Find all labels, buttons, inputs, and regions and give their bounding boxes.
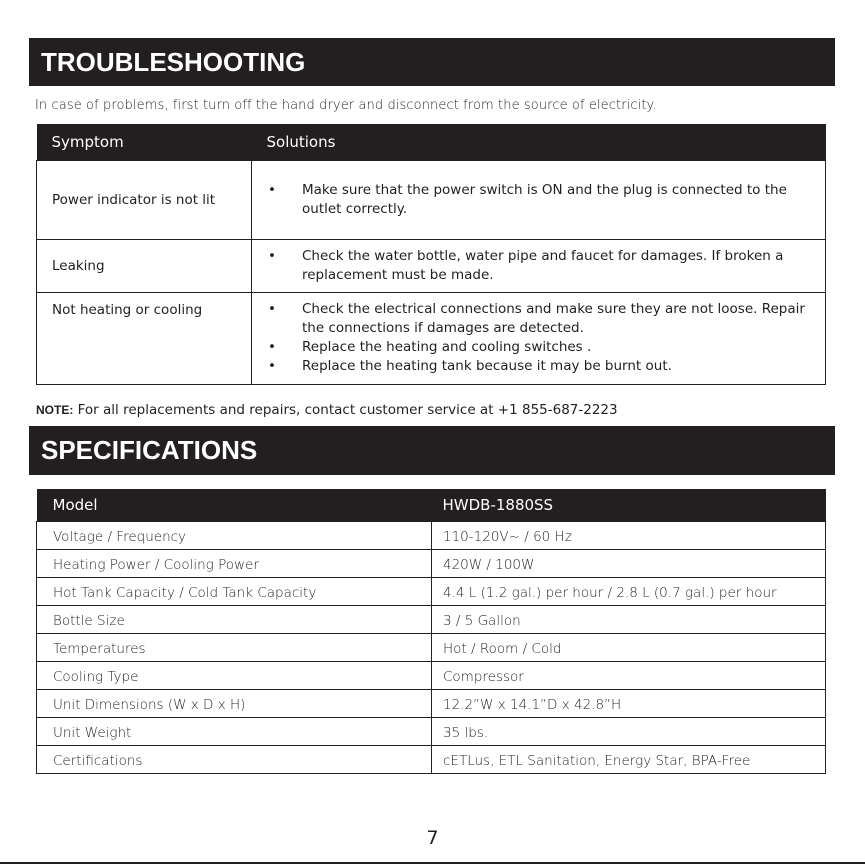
spec-label: Heating Power / Cooling Power: [37, 549, 432, 577]
spec-value: 35 lbs.: [432, 717, 826, 745]
specifications-table: [36, 489, 826, 774]
spec-value: 420W / 100W: [432, 549, 826, 577]
table-header-row: [37, 124, 826, 160]
solutions-header: Solutions: [252, 124, 826, 160]
solutions-list: [266, 181, 815, 219]
spec-label: Cooling Type: [37, 661, 432, 689]
spec-label: Unit Dimensions (W x D x H): [37, 689, 432, 717]
page-number: 7: [426, 827, 439, 849]
solutions-cell: [252, 292, 826, 384]
specifications-title: SPECIFICATIONS: [41, 435, 258, 465]
table-row: [37, 717, 826, 745]
table-row: [37, 577, 826, 605]
spec-value: cETLus, ETL Sanitation, Energy Star, BPA-Free: [432, 745, 826, 773]
table-row: [37, 661, 826, 689]
spec-label: Unit Weight: [37, 717, 432, 745]
spec-value: 4.4 L (1.2 gal.) per hour / 2.8 L (0.7 gal.) per hour: [432, 577, 826, 605]
spec-value: Hot / Room / Cold: [432, 633, 826, 661]
table-row: [37, 745, 826, 773]
troubleshooting-title: TROUBLESHOOTING: [41, 46, 306, 77]
bottom-divider: [0, 862, 865, 864]
table-row: [37, 549, 826, 577]
troubleshooting-intro: In case of problems, first turn off the hand dryer and disconnect from the source of electricity.: [35, 98, 657, 113]
spec-label: Bottle Size: [37, 605, 432, 633]
spec-label: Temperatures: [37, 633, 432, 661]
spec-value: 12.2”W x 14.1”D x 42.8”H: [432, 689, 826, 717]
table-row: [37, 292, 826, 384]
spec-label: Hot Tank Capacity / Cold Tank Capacity: [37, 577, 432, 605]
table-row: [37, 239, 826, 292]
spec-label: Voltage / Frequency: [37, 521, 432, 549]
table-row: [37, 633, 826, 661]
symptom-cell: Leaking: [37, 239, 252, 292]
table-row: [37, 521, 826, 549]
specifications-heading: [29, 426, 835, 475]
solutions-list: [266, 300, 815, 376]
note-label: NOTE:: [36, 403, 74, 417]
solution-item: • Make sure that the power switch is ON and the plug is connected to the outlet correctly.: [266, 181, 815, 219]
solution-item: • Check the water bottle, water pipe and faucet for damages. If broken a replacement must be made.: [266, 247, 815, 285]
note-text: For all replacements and repairs, contact customer service at +1 855-687-2223: [77, 402, 618, 418]
spec-value: 110-120V~ / 60 Hz: [432, 521, 826, 549]
spec-value: 3 / 5 Gallon: [432, 605, 826, 633]
table-row: [37, 605, 826, 633]
solutions-cell: [252, 160, 826, 239]
model-value: HWDB-1880SS: [432, 489, 826, 521]
symptom-header: Symptom: [37, 124, 252, 160]
note: [36, 402, 618, 418]
model-label: Model: [37, 489, 432, 521]
symptom-cell: Not heating or cooling: [37, 292, 252, 384]
table-row: [37, 160, 826, 239]
solution-item: • Replace the heating tank because it may be burnt out.: [266, 357, 815, 376]
solutions-list: [266, 247, 815, 285]
symptom-cell: Power indicator is not lit: [37, 160, 252, 239]
troubleshooting-table: [36, 124, 826, 385]
table-row: [37, 689, 826, 717]
troubleshooting-heading: [29, 38, 835, 86]
solutions-cell: [252, 239, 826, 292]
solution-item: • Check the electrical connections and make sure they are not loose. Repair the connections if damages are detected.: [266, 300, 815, 338]
solution-item: • Replace the heating and cooling switches .: [266, 338, 815, 357]
table-header-row: [37, 489, 826, 521]
spec-label: Certifications: [37, 745, 432, 773]
spec-value: Compressor: [432, 661, 826, 689]
